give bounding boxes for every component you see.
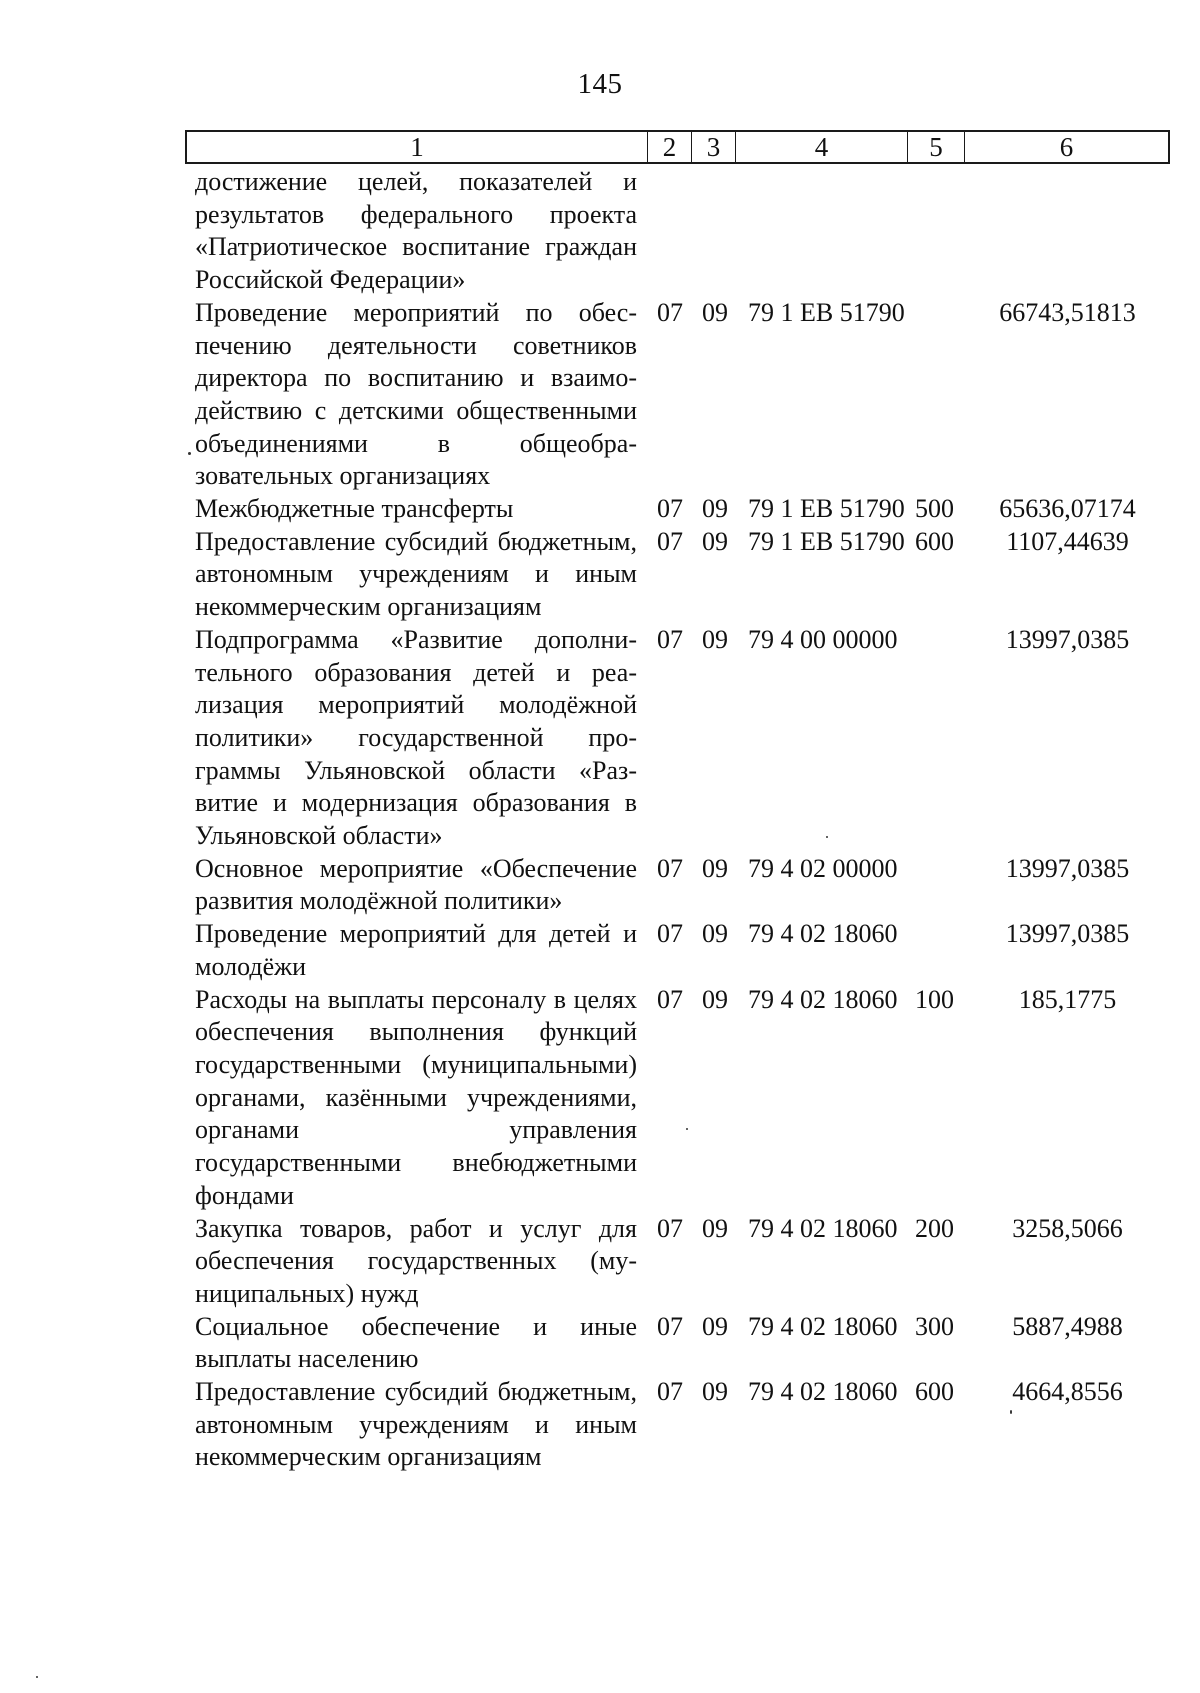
row-subsection: 09: [702, 853, 728, 883]
scan-speck: [188, 452, 191, 455]
row-amount: 13997,0385: [1005, 919, 1130, 949]
table-body: [195, 166, 1170, 1474]
row-amount: 3258,5066: [1012, 1213, 1123, 1243]
row-description: Расходы на выплаты персоналу в целях обеспечения выполнения функций государственными (муниципальными) органами, казёнными учреждениями, органами управления государственными внебюджетными фондами: [195, 984, 637, 1210]
row-target-code: 79 4 02 18060: [748, 1311, 898, 1341]
row-section: 07: [657, 1311, 683, 1341]
table-header: [185, 130, 1170, 164]
row-amount: 66743,51813: [999, 297, 1136, 327]
row-subsection: 09: [702, 526, 728, 556]
row-section: 07: [657, 853, 683, 883]
row-subsection: 09: [702, 1213, 728, 1243]
table-row: [195, 624, 1170, 853]
row-section: 07: [657, 1213, 683, 1243]
scan-speck: [1010, 1410, 1012, 1414]
table-row: [195, 297, 1170, 493]
row-subsection: 09: [702, 1311, 728, 1341]
scan-speck: [826, 836, 828, 838]
row-subsection: 09: [702, 297, 728, 327]
table-row: [195, 493, 1170, 526]
row-subsection: 09: [702, 624, 728, 654]
row-description: Межбюджетные трансферты: [195, 494, 514, 524]
row-description: Проведение мероприятий по обеспечению деятельности советников директора по воспитанию и взаимодействию с детскими общественными объединениями в общеобразовательных организациях: [195, 297, 637, 491]
row-target-code: 79 4 02 18060: [748, 984, 898, 1014]
header-col-4: 4: [736, 132, 908, 162]
row-description: Основное мероприятие «Обеспечение развития молодёжной политики»: [195, 853, 637, 916]
table-row: [195, 984, 1170, 1213]
row-section: 07: [657, 919, 683, 949]
row-section: 07: [657, 624, 683, 654]
header-col-6: 6: [1059, 131, 1074, 162]
row-description: Предоставление субсидий бюджетным, автономным учреждениям и иным некоммерческим организациям: [195, 1377, 637, 1472]
table-row: [195, 166, 1170, 297]
row-description: Закупка товаров, работ и услуг для обеспечения государственных (муниципальных) нужд: [195, 1213, 637, 1308]
row-expense-type: 100: [915, 984, 954, 1014]
row-section: 07: [657, 1377, 683, 1407]
row-target-code: 79 1 ЕВ 51790: [748, 526, 905, 556]
row-description: Проведение мероприятий для детей и молодёжи: [195, 919, 637, 981]
row-amount: 13997,0385: [1005, 624, 1130, 654]
row-expense-type: 300: [915, 1311, 954, 1341]
row-expense-type: 500: [915, 494, 954, 524]
table-row: [195, 918, 1170, 983]
row-amount: 1107,44639: [1006, 526, 1129, 556]
page-number: 145: [577, 68, 623, 100]
row-amount: 185,1775: [1018, 984, 1117, 1014]
row-subsection: 09: [702, 494, 728, 524]
row-section: 07: [657, 297, 683, 327]
header-col-2: 2: [648, 132, 692, 162]
row-amount: 65636,07174: [999, 494, 1136, 524]
row-description: достижение целей, показателей и результатов федерального проекта «Патриотическое воспитание граждан Российской Федерации»: [195, 167, 637, 295]
table-row: [195, 526, 1170, 624]
row-target-code: 79 1 ЕВ 51790: [748, 494, 905, 524]
row-target-code: 79 4 02 18060: [748, 1377, 898, 1407]
table-row: [195, 1213, 1170, 1311]
row-expense-type: 600: [915, 1377, 954, 1407]
row-description: Социальное обеспечение и иные выплаты населению: [195, 1311, 637, 1374]
row-expense-type: 600: [915, 526, 954, 556]
row-section: 07: [657, 494, 683, 524]
scan-speck: [686, 1128, 688, 1130]
row-amount: 5887,4988: [1012, 1311, 1123, 1341]
row-target-code: 79 4 00 00000: [748, 624, 898, 654]
table-row: [195, 1311, 1170, 1376]
table-row: [195, 853, 1170, 918]
row-subsection: 09: [702, 1377, 728, 1407]
header-col-1: 1: [187, 132, 648, 162]
row-target-code: 79 4 02 18060: [748, 1213, 898, 1243]
row-target-code: 79 1 ЕВ 51790: [748, 297, 905, 327]
row-target-code: 79 4 02 18060: [748, 919, 898, 949]
row-section: 07: [657, 984, 683, 1014]
row-expense-type: 200: [915, 1213, 954, 1243]
row-subsection: 09: [702, 984, 728, 1014]
header-col-5: 5: [908, 132, 965, 162]
row-description: Подпрограмма «Развитие дополнительного образования детей и реализация мероприятий молодёжной политики» государственной программы Ульяновской области «Развитие и модернизация образования в Ульяновской области»: [195, 624, 637, 851]
row-target-code: 79 4 02 00000: [748, 853, 898, 883]
row-description: Предоставление субсидий бюджетным, автономным учреждениям и иным некоммерческим организациям: [195, 526, 637, 622]
table-row: [195, 1376, 1170, 1474]
row-section: 07: [657, 526, 683, 556]
scan-speck: [36, 1676, 38, 1678]
row-amount: 13997,0385: [1005, 853, 1130, 883]
row-subsection: 09: [702, 919, 728, 949]
row-amount: 4664,8556: [1012, 1377, 1123, 1407]
header-col-3: 3: [692, 132, 736, 162]
